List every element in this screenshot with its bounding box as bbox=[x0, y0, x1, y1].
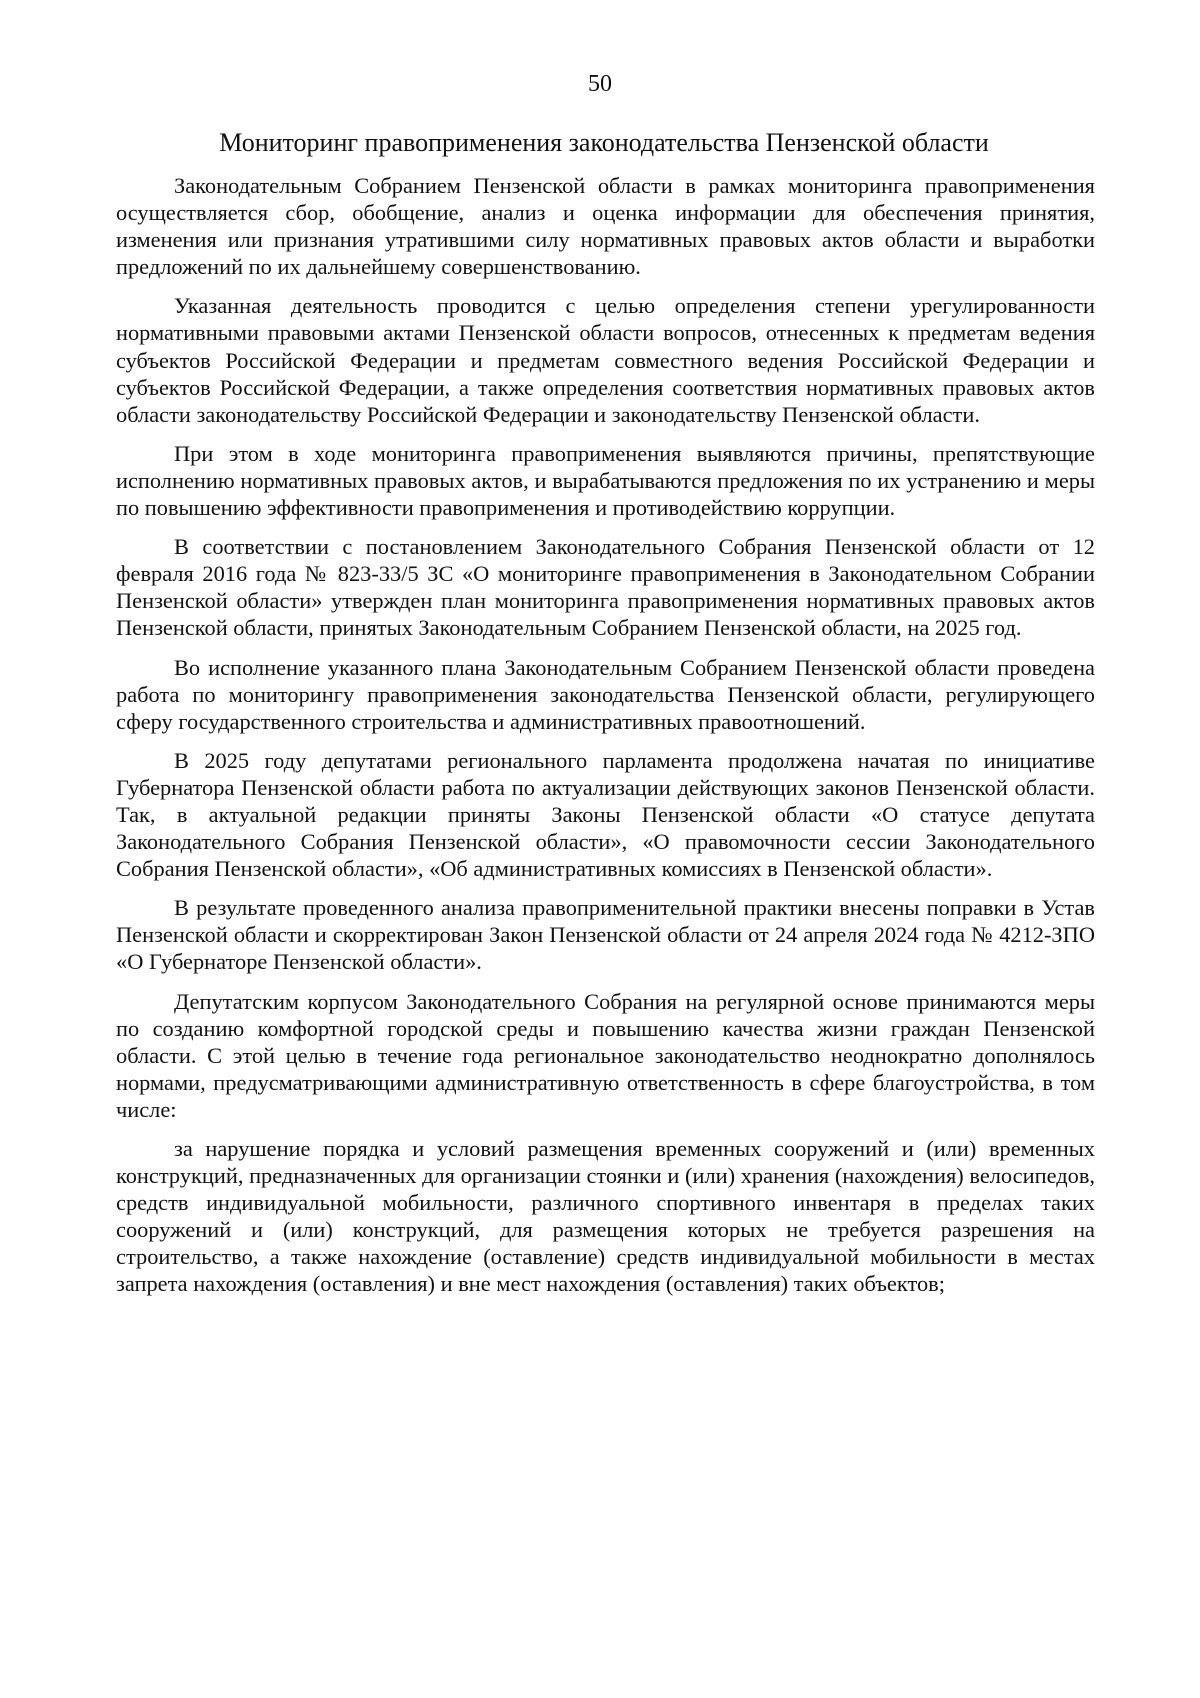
paragraph: При этом в ходе мониторинга правоприменения выявляются причины, препятствующие исполнению нормативных правовых актов, и вырабатываются предложения по их устранению и меры по повышению эффективности правоприменения и противодействию коррупции. bbox=[116, 440, 1095, 521]
paragraph: Депутатским корпусом Законодательного Собрания на регулярной основе принимаются меры по созданию комфортной городской среды и повышению качества жизни граждан Пензенской области. С этой целью в течение года региональное законодательство неоднократно дополнялось нормами, предусматривающими административную ответственность в сфере благоустройства, в том числе: bbox=[116, 988, 1095, 1122]
paragraph: В 2025 году депутатами регионального парламента продолжена начатая по инициативе Губернатора Пензенской области работа по актуализации действующих законов Пензенской области. Так, в актуальной редакции приняты Законы Пензенской области «О статусе депутата Законодательного Собрания Пензенской области», «О правомочности сессии Законодательного Собрания Пензенской области», «Об административных комиссиях в Пензенской области». bbox=[116, 747, 1095, 882]
page-number: 50 bbox=[588, 71, 612, 97]
paragraph: за нарушение порядка и условий размещения временных сооружений и (или) временных конструкций, предназначенных для организации стоянки и (или) хранения (нахождения) велосипедов, средств индивидуальной мобильности, различного спортивного инвентаря в пределах таких сооружений и (или) конструкций, для размещения которых не требуется разрешения на строительство, а также нахождение (оставление) средств индивидуальной мобильности в местах запрета нахождения (оставления) и вне мест нахождения (оставления) таких объектов; bbox=[116, 1136, 1095, 1297]
paragraph: В соответствии с постановлением Законодательного Собрания Пензенской области от 12 февраля 2016 года № 823-33/5 ЗС «О мониторинге правоприменения в Законодательном Собрании Пензенской области» утвержден план мониторинга правоприменения нормативных правовых актов Пензенской области, принятых Законодательным Собранием Пензенской области, на 2025 год. bbox=[116, 534, 1095, 641]
paragraph: Указанная деятельность проводится с целью определения степени урегулированности нормативными правовыми актами Пензенской области вопросов, отнесенных к предметам ведения субъектов Российской Федерации и предметам совместного ведения Российской Федерации и субъектов Российской Федерации, а также определения соответствия нормативных правовых актов области законодательству Российской Федерации и законодательству Пензенской области. bbox=[116, 293, 1095, 427]
paragraph: В результате проведенного анализа правоприменительной практики внесены поправки в Устав Пензенской области и скорректирован Закон Пензенской области от 24 апреля 2024 года № 4212-ЗПО «О Губернаторе Пензенской области». bbox=[116, 895, 1095, 975]
paragraph: Законодательным Собранием Пензенской области в рамках мониторинга правоприменения осуществляется сбор, обобщение, анализ и оценка информации для обеспечения принятия, изменения или признания утратившими силу нормативных правовых актов области и выработки предложений по их дальнейшему совершенствованию. bbox=[116, 173, 1095, 280]
section-title: Мониторинг правоприменения законодательства Пензенской области bbox=[219, 128, 989, 157]
paragraph: Во исполнение указанного плана Законодательным Собранием Пензенской области проведена работа по мониторингу правоприменения законодательства Пензенской области, регулирующего сферу государственного строительства и административных правоотношений. bbox=[116, 654, 1095, 734]
body-text bbox=[116, 172, 1095, 1310]
